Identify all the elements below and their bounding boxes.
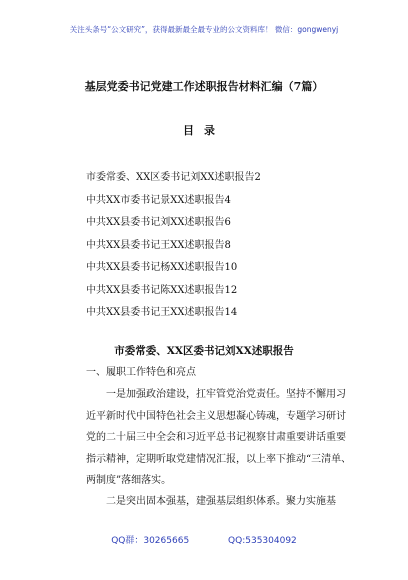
footer xyxy=(0,533,408,546)
body-paragraph: 一是加强政治建设，扛牢管党治党责任。坚持不懈用习近平新时代中国特色社会主义思想凝心铸魂，专题学习研讨党的二十届三中全会和习近平总书记视察甘肃重要讲话重要指示精神，定期听取党建情况汇报，以上率下推动“三清单、两制度”落细落实。 xyxy=(86,389,352,486)
toc-item[interactable]: 中共XX市委书记景XX述职报告4 xyxy=(86,194,231,206)
toc-item[interactable]: 中共XX县委书记陈XX述职报告12 xyxy=(86,284,238,296)
body-paragraph: 二是突出固本强基，建强基层组织体系。聚力实施基 xyxy=(106,496,336,507)
toc-item[interactable]: 中共XX县委书记刘XX述职报告6 xyxy=(86,217,231,228)
toc-item[interactable]: 中共XX县委书记王XX述职报告8 xyxy=(86,239,231,251)
toc-item[interactable]: 中共XX县委书记杨XX述职报告10 xyxy=(86,262,238,273)
footer-qq-contact: QQ:535304092 xyxy=(228,536,297,546)
toc-item[interactable]: 中共XX县委书记王XX述职报告14 xyxy=(86,307,238,318)
header-banner: 关注头条号“公文研究”，获得最新最全最专业的公文资料库！ 微信：gongwenyj xyxy=(69,25,339,34)
sub-heading: 一、履职工作特色和亮点 xyxy=(86,367,196,378)
table-of-contents xyxy=(86,170,261,328)
toc-item[interactable]: 市委常委、XX区委书记刘XX述职报告2 xyxy=(86,172,261,183)
section-title: 市委常委、XX区委书记刘XX述职报告 xyxy=(114,345,294,357)
toc-heading: 目录 xyxy=(183,124,225,137)
document-title: 基层党委书记党建工作述职报告材料汇编（7篇） xyxy=(84,80,324,93)
footer-qq-group: QQ群：30265665 xyxy=(111,536,190,546)
